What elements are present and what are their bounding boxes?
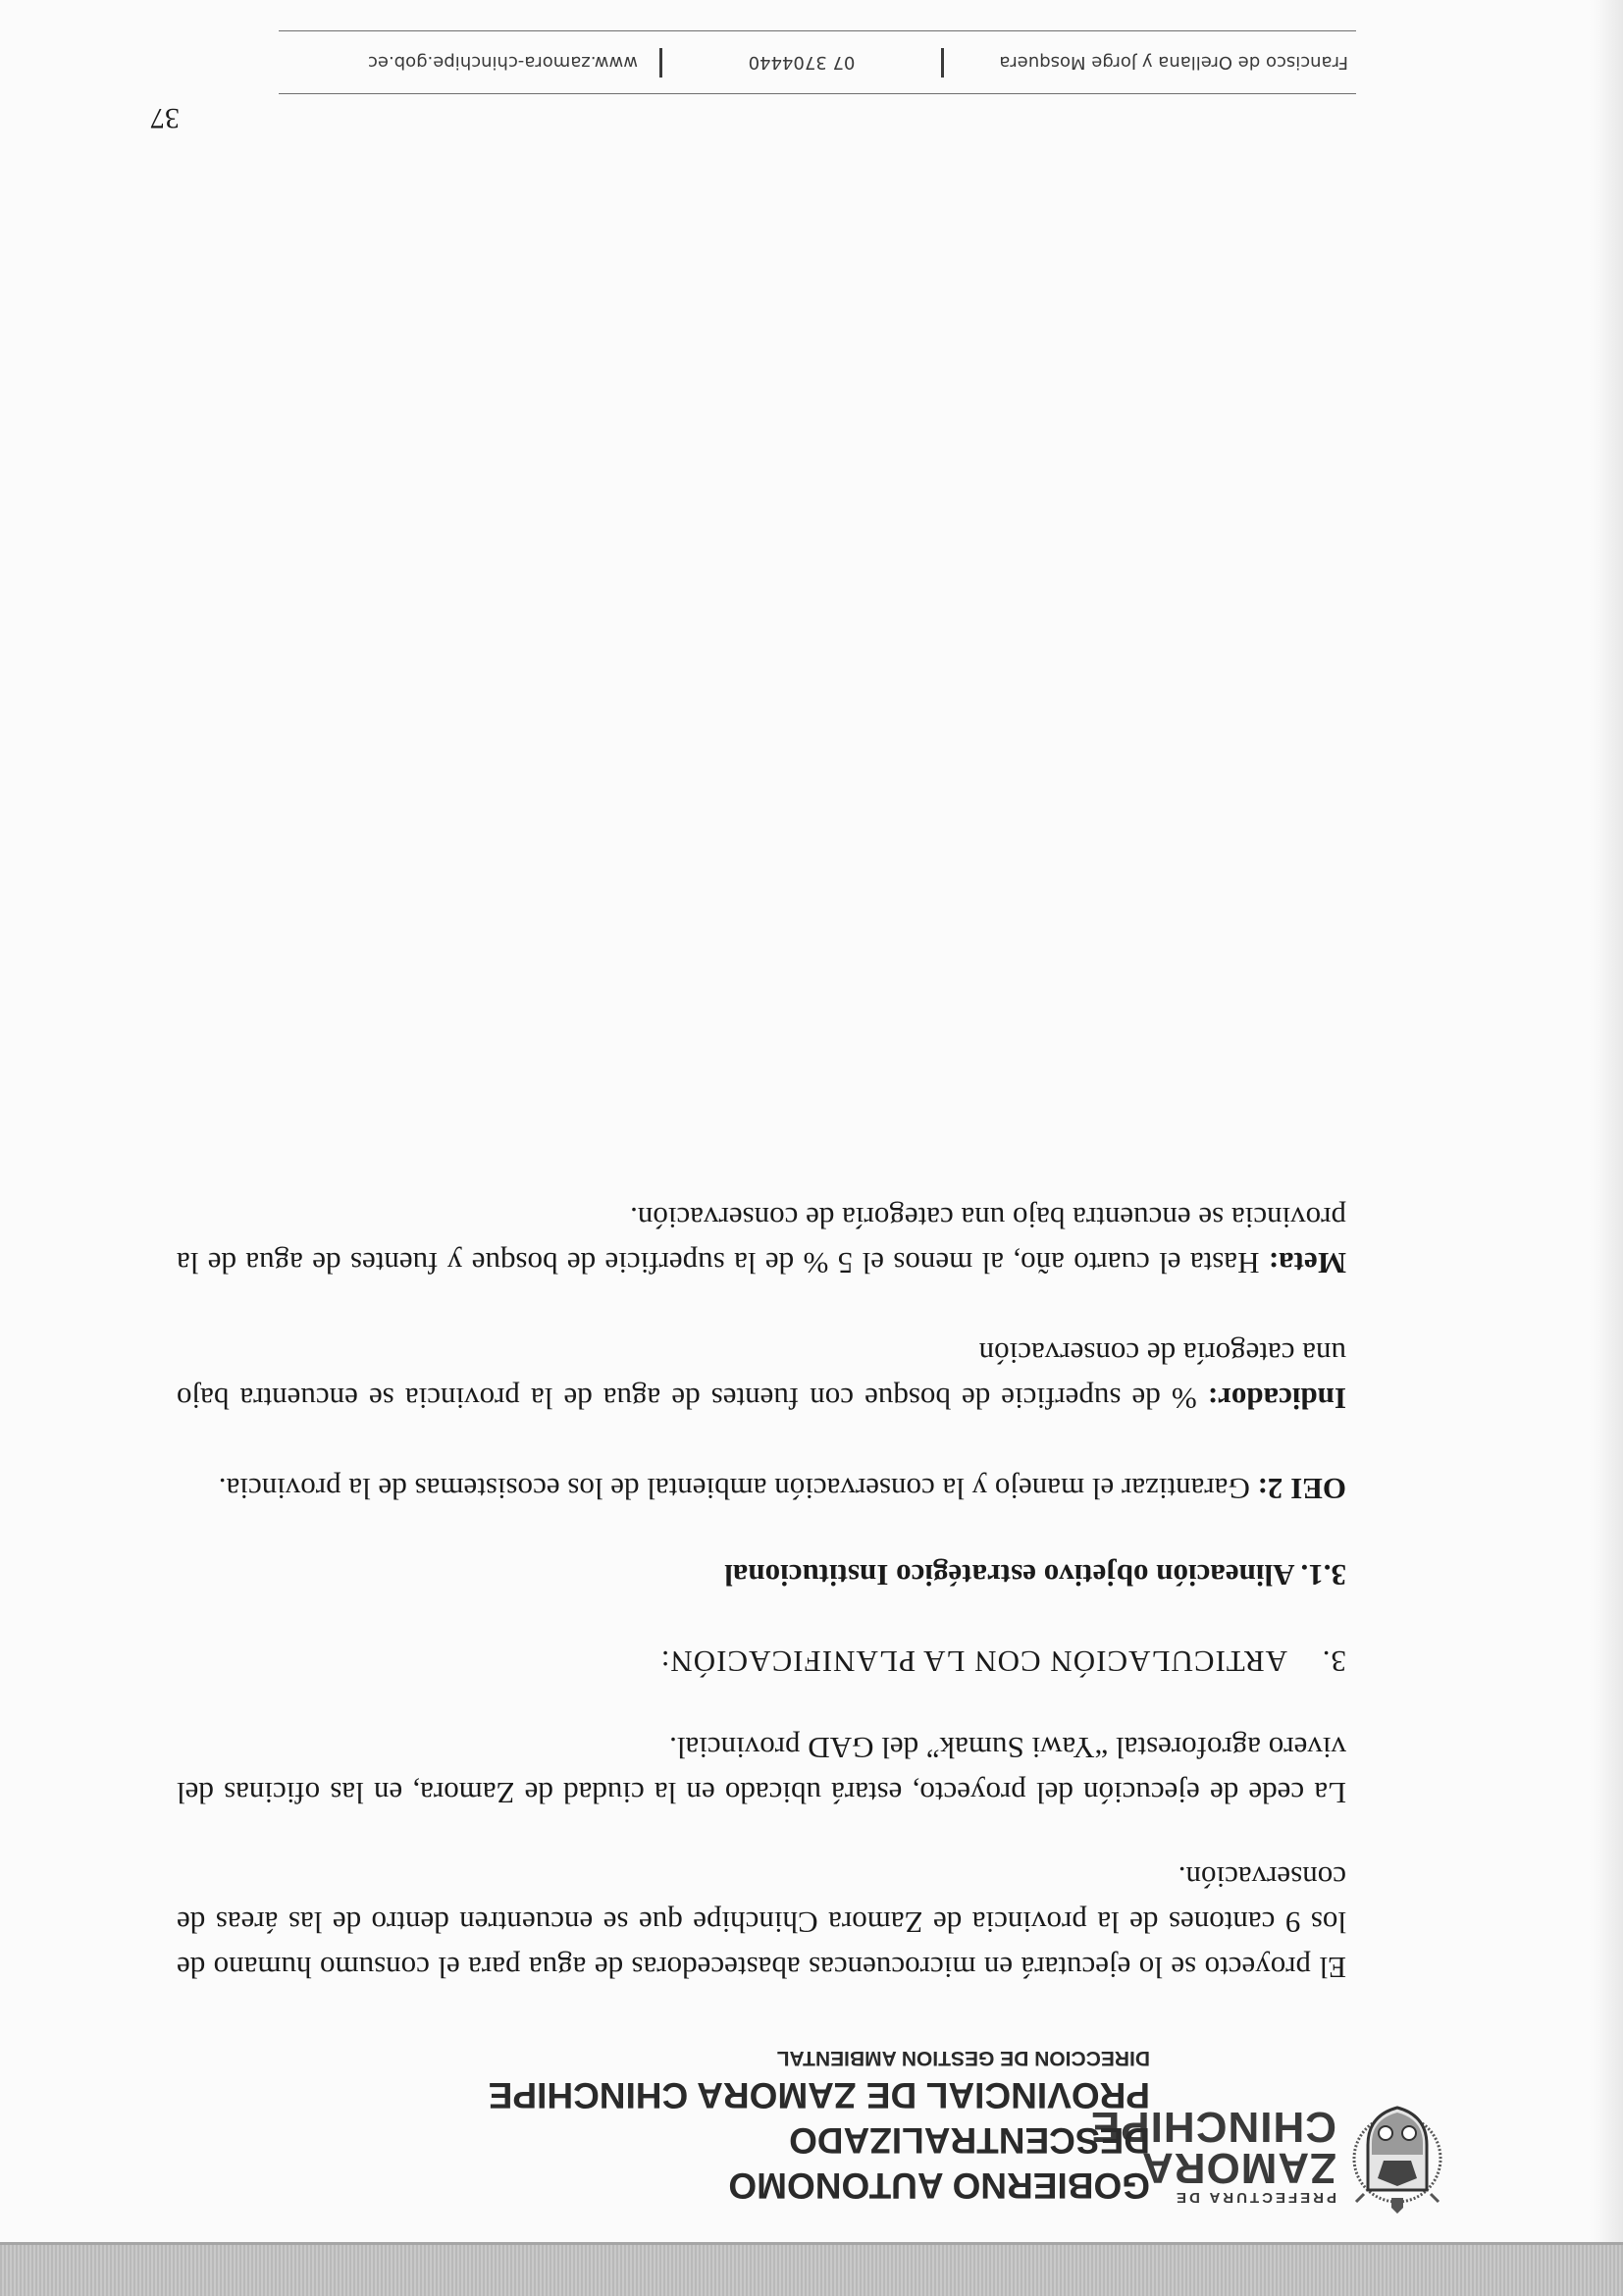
indicator-paragraph bbox=[177, 1331, 1346, 1421]
footer-divider-top bbox=[279, 93, 1356, 94]
goal-text: Hasta el cuarto año, al menos el 5 % de la superficie de bosque y fuentes de agua de la provincia se encuentra bajo una categoría de conservación. bbox=[176, 1201, 1346, 1280]
footer-phone: 07 3704440 bbox=[748, 52, 856, 74]
main-content bbox=[177, 1195, 1346, 1990]
provincial-coat-of-arms-icon bbox=[1348, 2098, 1446, 2214]
brand-top-label: PREFECTURA DE bbox=[1174, 2189, 1336, 2206]
institution-heading bbox=[385, 2043, 1150, 2208]
brand-name: ZAMORA bbox=[1140, 2144, 1336, 2192]
page-number: 37 bbox=[150, 102, 180, 134]
department-name: DIRECCION DE GESTION AMBIENTAL bbox=[776, 2047, 1150, 2069]
header-bar bbox=[0, 2242, 1623, 2296]
goal-label: Meta: bbox=[1268, 1246, 1346, 1280]
goal-paragraph bbox=[177, 1195, 1346, 1285]
institution-line-2: PROVINCIAL DE ZAMORA CHINCHIPE bbox=[488, 2075, 1150, 2115]
brand-name-2: CHINCHIPE bbox=[1089, 2103, 1336, 2151]
institution-line-1: GOBIERNO AUTONOMO DESCENTRALIZADO bbox=[728, 2120, 1150, 2206]
scan-shadow bbox=[1590, 0, 1623, 2296]
indicator-text: % de superficie de bosque con fuentes de agua de la provincia se encuentra bajo una categoría de conservación bbox=[177, 1336, 1346, 1416]
footer-separator bbox=[941, 48, 944, 78]
footer bbox=[279, 43, 1356, 82]
objective-label: OEI 2: bbox=[1257, 1472, 1346, 1506]
footer-separator bbox=[659, 48, 662, 78]
intro-paragraph: El proyecto se lo ejecutará en microcuencas abastecedoras de agua para el consumo humano de los 9 cantones de la provincia de Zamora Chinchipe que se encuentren dentro de las áreas de conservación. bbox=[177, 1860, 1346, 1985]
section-heading bbox=[177, 1639, 1346, 1684]
footer-divider-bottom bbox=[279, 30, 1356, 31]
objective-paragraph bbox=[177, 1466, 1346, 1511]
section-title: ARTICULACIÓN CON LA PLANIFICACIÓN: bbox=[659, 1644, 1287, 1679]
location-paragraph: La cede de ejecución del proyecto, estará ubicado en la ciudad de Zamora, en las oficinas del vivero agroforestal “Yawi Sumak” del GAD provincial. bbox=[177, 1731, 1346, 1810]
objective-text: Garantizar el manejo y la conservación ambiental de los ecosistemas de la provincia. bbox=[218, 1472, 1250, 1506]
subsection-heading: 3.1. Alineación objetivo estratégico Institucional bbox=[724, 1558, 1346, 1592]
footer-website: www.zamora-chinchipe.gob.ec bbox=[368, 52, 638, 74]
indicator-label: Indicador: bbox=[1207, 1382, 1346, 1416]
brand-block bbox=[1089, 2103, 1336, 2206]
section-number: 3. bbox=[1321, 1644, 1346, 1679]
footer-address: Francisco de Orellana y Jorge Mosquera bbox=[999, 52, 1348, 74]
